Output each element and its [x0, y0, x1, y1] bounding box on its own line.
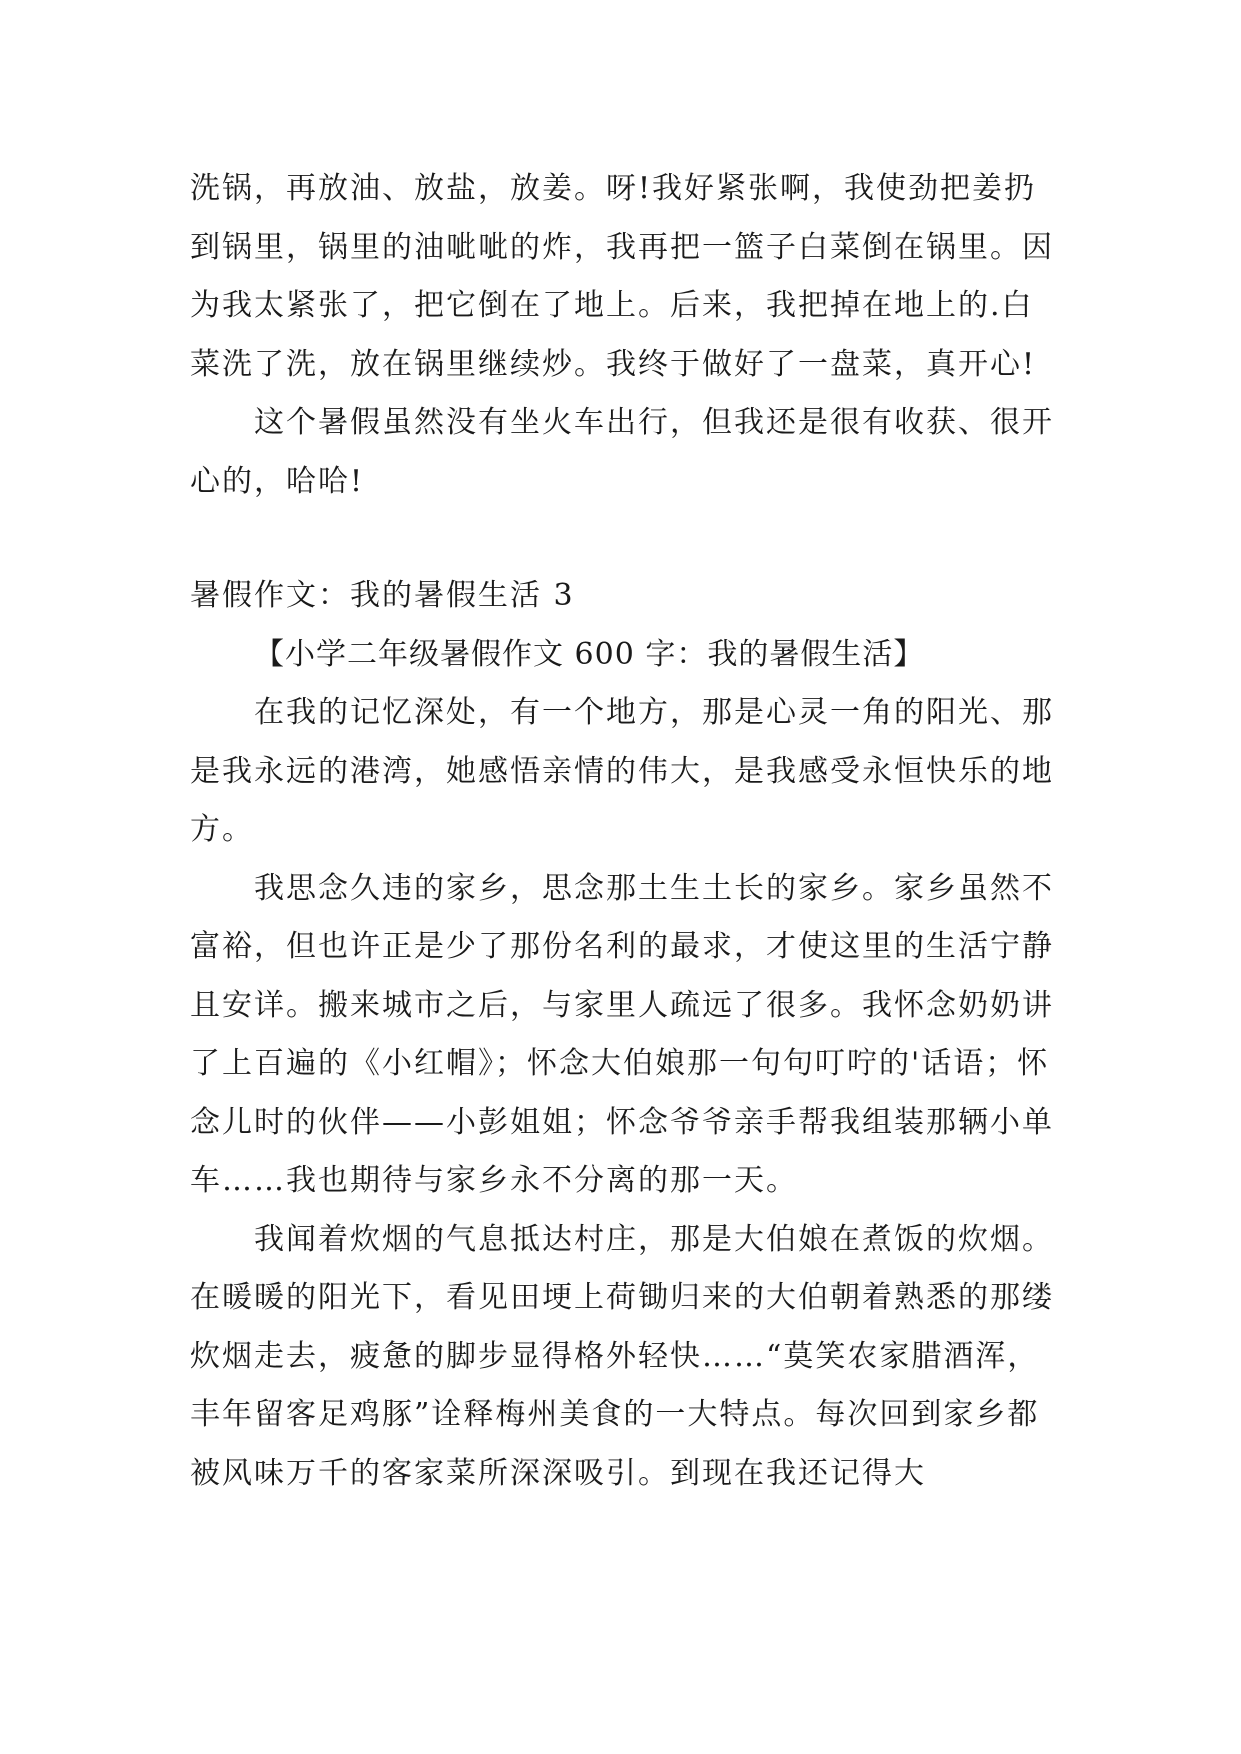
paragraph-closing: 这个暑假虽然没有坐火车出行，但我还是很有收获、很开心的，哈哈!: [190, 405, 1054, 499]
essay-subtitle: 【小学二年级暑假作文 600 字：我的暑假生活】: [254, 636, 925, 672]
paragraph-memory: 在我的记忆深处，有一个地方，那是心灵一角的阳光、那是我永远的港湾，她感悟亲情的伟大，是我感受永恒快乐的地方。: [190, 695, 1054, 847]
paragraph-village: 我闻着炊烟的气息抵达村庄，那是大伯娘在煮饭的炊烟。在暖暖的阳光下，看见田埂上荷锄归来的大伯朝着熟悉的那缕炊烟走去，疲惫的脚步显得格外轻快……“莫笑农家腊酒浑，丰年留客足鸡豚”诠释梅州美食的一大特点。每次回到家乡都被风味万千的客家菜所深深吸引。到现在我还记得大: [190, 1221, 1054, 1491]
paragraph-cooking-story: 洗锅，再放油、放盐，放姜。呀!我好紧张啊，我使劲把姜扔到锅里，锅里的油呲呲的炸，我再把一篮子白菜倒在锅里。因为我太紧张了，把它倒在了地上。后来，我把掉在地上的.白菜洗了洗，放在锅里继续炒。我终于做好了一盘菜，真开心!: [190, 171, 1054, 382]
section-title: 暑假作文：我的暑假生活 3: [190, 578, 575, 613]
document-body: [190, 160, 1060, 1503]
spacer: [190, 511, 1060, 567]
paragraph-hometown: 我思念久违的家乡，思念那土生土长的家乡。家乡虽然不富裕，但也许正是少了那份名利的最求，才使这里的生活宁静且安详。搬来城市之后，与家里人疏远了很多。我怀念奶奶讲了上百遍的《小红帽》；怀念大伯娘那一句句叮咛的'话语；怀念儿时的伙伴——小彭姐姐；怀念爷爷亲手帮我组装那辆小单车……我也期待与家乡永不分离的那一天。: [190, 870, 1054, 1198]
